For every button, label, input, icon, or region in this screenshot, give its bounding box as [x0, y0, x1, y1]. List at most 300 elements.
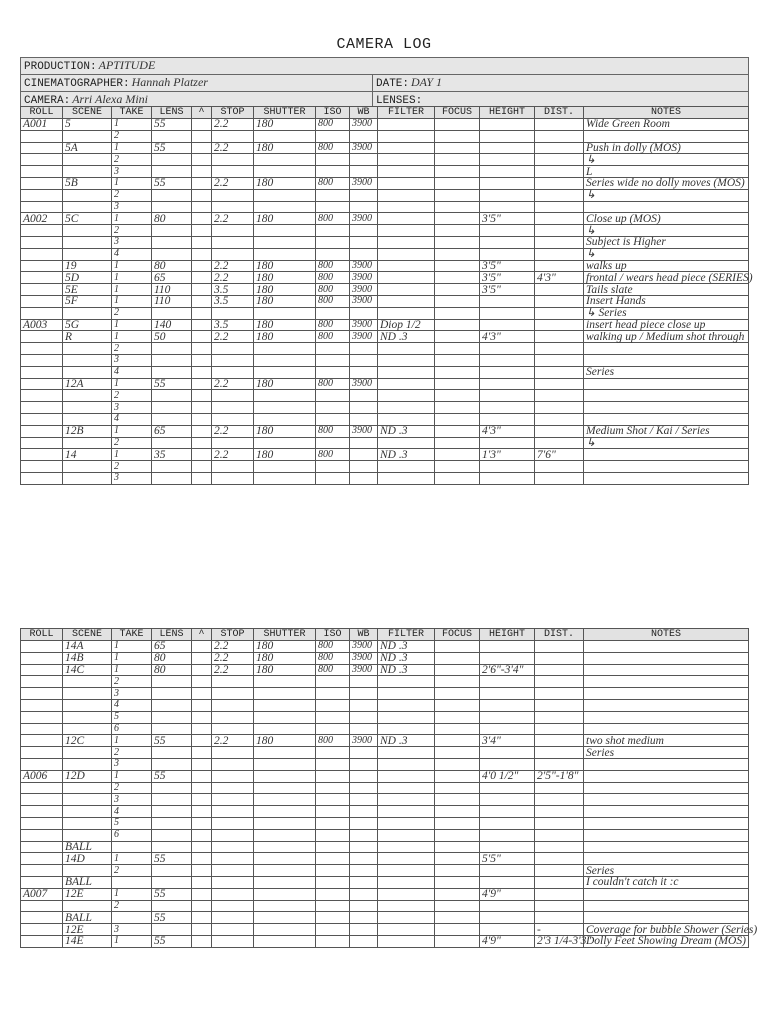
cell-scene: [63, 472, 112, 484]
cell-stop: [212, 390, 254, 402]
cell-caret: [192, 366, 212, 378]
cell-roll: [21, 390, 63, 402]
cell-iso: [316, 806, 350, 818]
cell-filter: ND .3: [378, 425, 435, 437]
table-row: [21, 154, 749, 166]
cell-focus: [435, 912, 480, 924]
cell-notes: [584, 354, 749, 366]
cell-lens: [152, 817, 192, 829]
cell-take: 4: [112, 699, 152, 711]
cell-dist: [535, 177, 584, 189]
cell-roll: [21, 900, 63, 912]
cell-lens: 110: [152, 295, 192, 307]
cell-take: 1: [112, 853, 152, 865]
table-row: [21, 472, 749, 484]
cell-filter: [378, 236, 435, 248]
cell-take: 4: [112, 366, 152, 378]
cell-take: 5: [112, 711, 152, 723]
cell-focus: [435, 770, 480, 782]
cell-iso: 800: [316, 331, 350, 343]
cell-scene: 12D: [63, 770, 112, 782]
cell-focus: [435, 652, 480, 664]
cell-roll: [21, 935, 63, 947]
cell-lens: 110: [152, 284, 192, 296]
cell-height: 3'5": [480, 284, 535, 296]
cell-caret: [192, 343, 212, 355]
cell-height: [480, 154, 535, 166]
cell-dist: [535, 142, 584, 154]
cell-notes: [584, 201, 749, 213]
cell-notes: walks up: [584, 260, 749, 272]
production-value: APTITUDE: [98, 58, 156, 72]
cell-iso: [316, 688, 350, 700]
cell-filter: [378, 260, 435, 272]
table-row: [21, 676, 749, 688]
cell-iso: [316, 130, 350, 142]
cell-take: 6: [112, 723, 152, 735]
cell-caret: [192, 723, 212, 735]
cell-filter: [378, 437, 435, 449]
cell-filter: [378, 699, 435, 711]
cell-take: 2: [112, 747, 152, 759]
cell-shutter: [254, 853, 316, 865]
cell-iso: [316, 794, 350, 806]
cell-wb: 3900: [350, 378, 378, 390]
cell-shutter: 180: [254, 449, 316, 461]
cell-stop: [212, 829, 254, 841]
cell-take: 2: [112, 343, 152, 355]
cell-dist: [535, 900, 584, 912]
cell-shutter: [254, 688, 316, 700]
cell-roll: [21, 248, 63, 260]
cell-height: [480, 641, 535, 653]
cell-focus: [435, 236, 480, 248]
cell-dist: [535, 166, 584, 178]
cell-caret: [192, 770, 212, 782]
table-row: [21, 841, 749, 853]
cell-wb: [350, 770, 378, 782]
cell-scene: [63, 782, 112, 794]
cell-roll: [21, 876, 63, 888]
cell-shutter: [254, 461, 316, 473]
cell-caret: [192, 378, 212, 390]
cell-scene: 14A: [63, 641, 112, 653]
cell-shutter: [254, 782, 316, 794]
cell-take: 1: [112, 142, 152, 154]
column-header-roll: ROLL: [21, 629, 63, 641]
cell-shutter: 180: [254, 735, 316, 747]
cell-height: [480, 413, 535, 425]
cell-dist: [535, 876, 584, 888]
cell-shutter: [254, 236, 316, 248]
cell-filter: [378, 343, 435, 355]
cell-stop: 2.2: [212, 652, 254, 664]
cell-shutter: [254, 390, 316, 402]
cell-scene: [63, 829, 112, 841]
cell-dist: [535, 248, 584, 260]
cell-dist: [535, 437, 584, 449]
table-row: [21, 900, 749, 912]
cell-focus: [435, 806, 480, 818]
cell-caret: [192, 225, 212, 237]
cell-caret: [192, 747, 212, 759]
cell-caret: [192, 758, 212, 770]
cell-focus: [435, 284, 480, 296]
cell-roll: [21, 723, 63, 735]
cell-wb: [350, 307, 378, 319]
cell-caret: [192, 449, 212, 461]
lenses-label: LENSES:: [376, 95, 423, 107]
column-header-wb: WB: [350, 629, 378, 641]
cell-focus: [435, 935, 480, 947]
table-row: [21, 652, 749, 664]
cell-filter: [378, 888, 435, 900]
cell-roll: A006: [21, 770, 63, 782]
cell-height: 2'6"-3'4": [480, 664, 535, 676]
cell-wb: [350, 794, 378, 806]
cell-wb: [350, 924, 378, 936]
cell-dist: [535, 189, 584, 201]
cell-dist: [535, 723, 584, 735]
cell-notes: Dolly Feet Showing Dream (MOS): [584, 935, 749, 947]
cell-stop: 2.2: [212, 425, 254, 437]
cell-stop: [212, 924, 254, 936]
cell-lens: [152, 676, 192, 688]
cell-wb: [350, 912, 378, 924]
cell-filter: ND .3: [378, 641, 435, 653]
cell-roll: [21, 130, 63, 142]
cell-dist: [535, 413, 584, 425]
cell-height: 3'5": [480, 272, 535, 284]
cell-notes: [584, 723, 749, 735]
cell-dist: [535, 888, 584, 900]
cell-stop: [212, 676, 254, 688]
cell-stop: [212, 747, 254, 759]
cell-take: 1: [112, 378, 152, 390]
cell-dist: [535, 402, 584, 414]
cell-stop: [212, 366, 254, 378]
cell-iso: [316, 817, 350, 829]
cell-roll: [21, 378, 63, 390]
cell-lens: 140: [152, 319, 192, 331]
cell-caret: [192, 284, 212, 296]
cell-lens: 50: [152, 331, 192, 343]
cell-shutter: 180: [254, 213, 316, 225]
cell-iso: [316, 225, 350, 237]
cell-wb: 3900: [350, 319, 378, 331]
cell-take: 1: [112, 641, 152, 653]
cell-shutter: [254, 888, 316, 900]
cell-notes: Insert Hands: [584, 295, 749, 307]
cell-lens: 55: [152, 770, 192, 782]
cell-shutter: [254, 711, 316, 723]
cell-take: 1: [112, 735, 152, 747]
cell-height: [480, 723, 535, 735]
cell-take: 1: [112, 295, 152, 307]
cell-height: 4'3": [480, 425, 535, 437]
cell-notes: [584, 770, 749, 782]
cell-scene: [63, 130, 112, 142]
cell-focus: [435, 829, 480, 841]
cell-caret: [192, 641, 212, 653]
cell-wb: 3900: [350, 735, 378, 747]
cell-caret: [192, 853, 212, 865]
cell-filter: [378, 876, 435, 888]
cell-focus: [435, 900, 480, 912]
cell-filter: [378, 865, 435, 877]
cell-take: 1: [112, 770, 152, 782]
cell-stop: [212, 189, 254, 201]
cell-wb: [350, 130, 378, 142]
cell-caret: [192, 201, 212, 213]
cell-height: 3'5": [480, 260, 535, 272]
cell-roll: [21, 189, 63, 201]
cell-shutter: 180: [254, 177, 316, 189]
cell-notes: Series wide no dolly moves (MOS): [584, 177, 749, 189]
cell-focus: [435, 817, 480, 829]
cell-lens: [152, 201, 192, 213]
cell-caret: [192, 782, 212, 794]
cell-stop: [212, 888, 254, 900]
cell-wb: [350, 723, 378, 735]
cell-notes: [584, 900, 749, 912]
cell-shutter: [254, 402, 316, 414]
cell-take: 2: [112, 189, 152, 201]
cell-lens: [152, 236, 192, 248]
cell-take: 1: [112, 213, 152, 225]
cell-scene: [63, 354, 112, 366]
column-header-notes: NOTES: [584, 107, 749, 119]
cell-take: 1: [112, 260, 152, 272]
cell-notes: Close up (MOS): [584, 213, 749, 225]
cell-dist: [535, 343, 584, 355]
cell-filter: [378, 402, 435, 414]
cell-focus: [435, 319, 480, 331]
cell-take: 3: [112, 236, 152, 248]
cell-caret: [192, 472, 212, 484]
cell-focus: [435, 354, 480, 366]
cell-dist: [535, 711, 584, 723]
cell-caret: [192, 390, 212, 402]
cell-scene: [63, 390, 112, 402]
cell-scene: 12B: [63, 425, 112, 437]
cell-wb: [350, 343, 378, 355]
table-row: [21, 794, 749, 806]
cell-focus: [435, 735, 480, 747]
cell-notes: [584, 912, 749, 924]
cell-lens: [152, 413, 192, 425]
cell-height: [480, 782, 535, 794]
cell-dist: [535, 366, 584, 378]
cell-shutter: [254, 248, 316, 260]
cell-height: [480, 378, 535, 390]
cell-take: 1: [112, 664, 152, 676]
cell-height: [480, 201, 535, 213]
cell-wb: [350, 747, 378, 759]
cell-caret: [192, 437, 212, 449]
cell-focus: [435, 699, 480, 711]
cell-caret: [192, 652, 212, 664]
table-row: [21, 747, 749, 759]
cell-caret: [192, 295, 212, 307]
cell-notes: [584, 841, 749, 853]
cell-caret: [192, 272, 212, 284]
cell-scene: 12A: [63, 378, 112, 390]
cell-stop: [212, 699, 254, 711]
column-header-focus: FOCUS: [435, 629, 480, 641]
table-row: [21, 354, 749, 366]
cell-lens: [152, 900, 192, 912]
cell-shutter: [254, 189, 316, 201]
cell-focus: [435, 366, 480, 378]
cell-dist: [535, 841, 584, 853]
cell-filter: [378, 841, 435, 853]
cell-shutter: [254, 437, 316, 449]
cell-height: [480, 236, 535, 248]
cell-wb: 3900: [350, 641, 378, 653]
cell-stop: [212, 935, 254, 947]
column-header-iso: ISO: [316, 107, 350, 119]
cell-filter: ND .3: [378, 331, 435, 343]
cell-caret: [192, 177, 212, 189]
cell-lens: 80: [152, 664, 192, 676]
table-row: [21, 119, 749, 131]
cell-roll: [21, 177, 63, 189]
cell-filter: [378, 723, 435, 735]
cell-focus: [435, 142, 480, 154]
cell-scene: [63, 461, 112, 473]
cell-wb: [350, 865, 378, 877]
cell-scene: 5A: [63, 142, 112, 154]
cell-shutter: [254, 841, 316, 853]
cell-iso: 800: [316, 664, 350, 676]
cell-caret: [192, 829, 212, 841]
cell-notes: [584, 688, 749, 700]
cell-scene: [63, 794, 112, 806]
cell-scene: [63, 676, 112, 688]
cell-notes: [584, 829, 749, 841]
cell-stop: 2.2: [212, 664, 254, 676]
cell-lens: 55: [152, 888, 192, 900]
cell-caret: [192, 935, 212, 947]
cell-lens: 55: [152, 912, 192, 924]
cell-lens: [152, 472, 192, 484]
cell-filter: [378, 912, 435, 924]
cell-roll: [21, 699, 63, 711]
cell-dist: [535, 378, 584, 390]
cell-filter: [378, 130, 435, 142]
table-row: [21, 699, 749, 711]
cell-height: [480, 225, 535, 237]
cell-lens: 55: [152, 119, 192, 131]
cell-dist: [535, 225, 584, 237]
cell-roll: [21, 865, 63, 877]
cell-focus: [435, 723, 480, 735]
table-row: [21, 688, 749, 700]
cell-stop: [212, 900, 254, 912]
camera-log-table-1: [20, 106, 753, 485]
camera-log-table-2: [20, 628, 758, 948]
cell-shutter: [254, 343, 316, 355]
cell-notes: ↳: [584, 154, 749, 166]
cell-notes: Subject is Higher: [584, 236, 749, 248]
cell-filter: [378, 900, 435, 912]
cell-roll: A007: [21, 888, 63, 900]
cell-caret: [192, 865, 212, 877]
cell-notes: ↳: [584, 225, 749, 237]
column-header-roll: ROLL: [21, 107, 63, 119]
cell-focus: [435, 119, 480, 131]
cell-filter: [378, 177, 435, 189]
cell-shutter: [254, 770, 316, 782]
cell-focus: [435, 177, 480, 189]
cell-focus: [435, 437, 480, 449]
cell-notes: Coverage for bubble Shower (Series): [584, 924, 749, 936]
cell-focus: [435, 782, 480, 794]
cell-wb: 3900: [350, 664, 378, 676]
cell-focus: [435, 676, 480, 688]
cell-wb: [350, 461, 378, 473]
cell-dist: [535, 782, 584, 794]
cell-dist: [535, 201, 584, 213]
cell-stop: [212, 225, 254, 237]
table-row: [21, 236, 749, 248]
cell-stop: 3.5: [212, 284, 254, 296]
cell-iso: [316, 461, 350, 473]
cell-take: 3: [112, 794, 152, 806]
cell-lens: 65: [152, 425, 192, 437]
cell-focus: [435, 390, 480, 402]
cell-stop: 2.2: [212, 378, 254, 390]
cell-scene: [63, 248, 112, 260]
cell-height: [480, 402, 535, 414]
cell-stop: [212, 461, 254, 473]
cell-shutter: 180: [254, 319, 316, 331]
cell-height: [480, 366, 535, 378]
cell-focus: [435, 295, 480, 307]
cell-stop: [212, 853, 254, 865]
cell-height: [480, 119, 535, 131]
cell-height: [480, 806, 535, 818]
table-row: [21, 425, 749, 437]
cell-scene: 5E: [63, 284, 112, 296]
cell-dist: [535, 130, 584, 142]
cell-notes: [584, 343, 749, 355]
cell-roll: [21, 794, 63, 806]
cell-take: 1: [112, 119, 152, 131]
cell-shutter: [254, 225, 316, 237]
cell-stop: [212, 912, 254, 924]
cell-dist: [535, 154, 584, 166]
cell-shutter: [254, 307, 316, 319]
cell-dist: [535, 912, 584, 924]
cell-wb: [350, 841, 378, 853]
cell-stop: [212, 248, 254, 260]
cell-shutter: [254, 166, 316, 178]
cell-height: [480, 676, 535, 688]
cell-iso: [316, 747, 350, 759]
cell-caret: [192, 307, 212, 319]
table-row: [21, 817, 749, 829]
cell-scene: 14E: [63, 935, 112, 947]
cell-filter: ND .3: [378, 449, 435, 461]
cell-height: [480, 142, 535, 154]
cell-caret: [192, 461, 212, 473]
cell-take: 4: [112, 248, 152, 260]
cell-caret: [192, 354, 212, 366]
cell-notes: [584, 390, 749, 402]
cell-stop: [212, 817, 254, 829]
